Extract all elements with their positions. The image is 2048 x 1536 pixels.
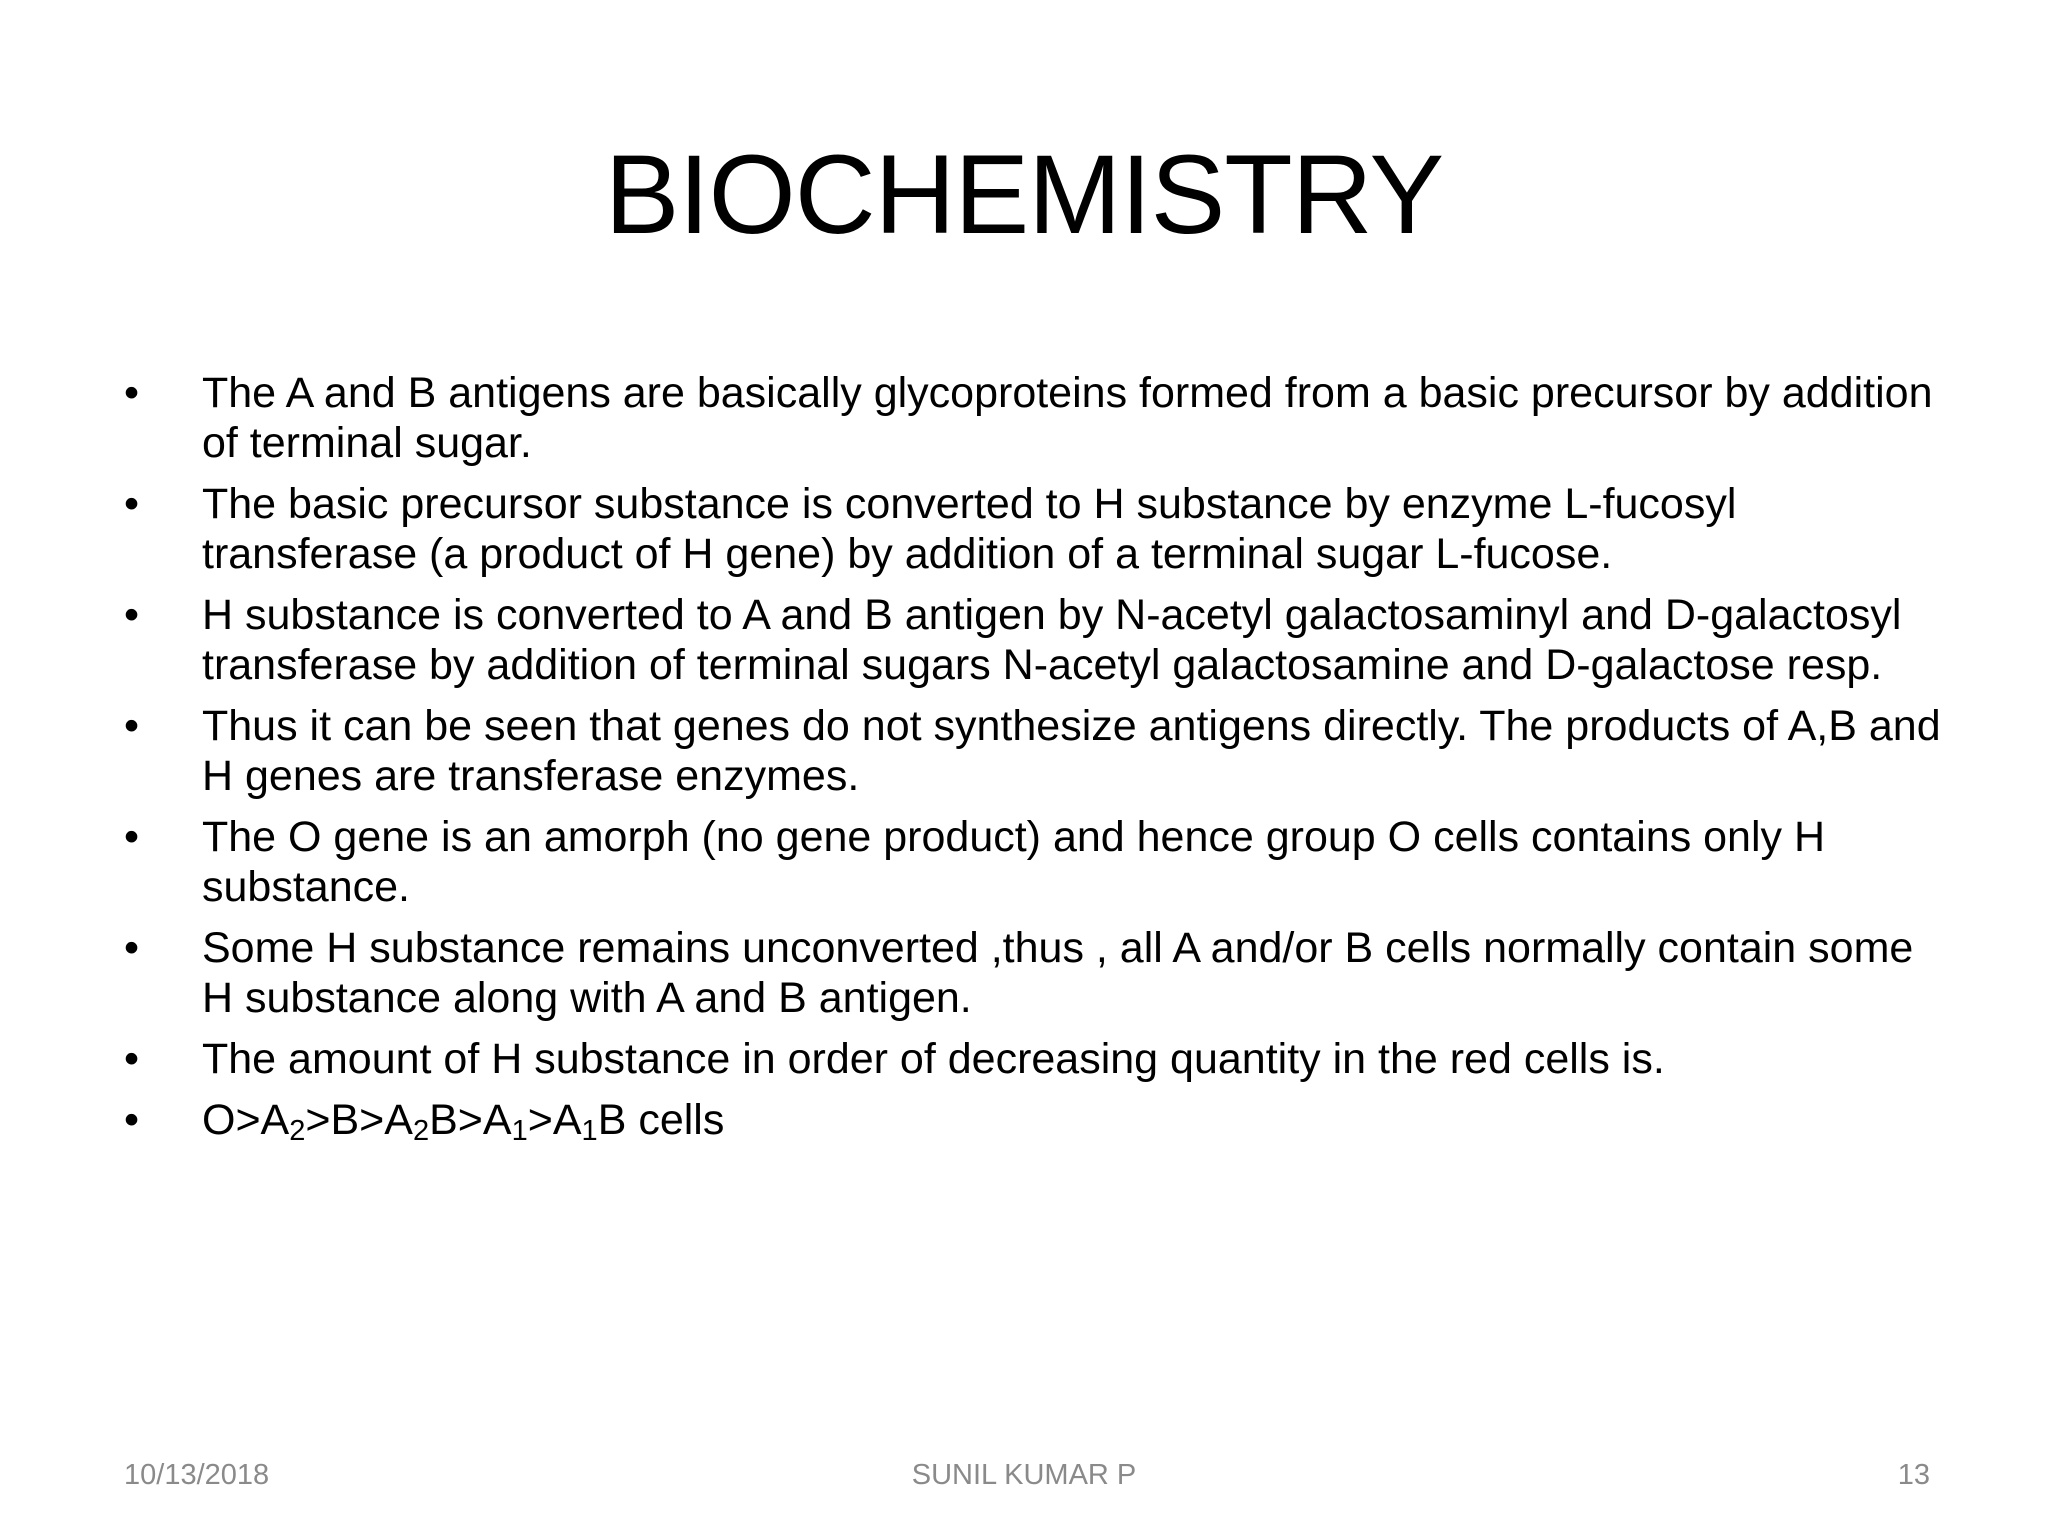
formula-part: B>A	[429, 1096, 512, 1144]
formula-subscript: 1	[511, 1115, 528, 1147]
bullet-text: The amount of H substance in order of decreasing quantity in the red cells is.	[202, 1035, 1665, 1083]
footer-date: 10/13/2018	[124, 1459, 270, 1491]
slide-title: BIOCHEMISTRY	[604, 132, 1444, 257]
bullet-text: H substance is converted to A and B antigen by N-acetyl galactosaminyl and D-galactosyl transferase by addition of terminal sugars N-acetyl galactosamine and D-galactose resp.	[202, 591, 1902, 689]
bullet-item	[124, 590, 1954, 690]
formula-part: O>A	[202, 1096, 290, 1144]
bullet-dot: •	[124, 702, 140, 750]
footer-author: SUNIL KUMAR P	[911, 1459, 1137, 1491]
bullet-item	[124, 812, 1954, 912]
bullet-text: Some H substance remains unconverted ,thus , all A and/or B cells normally contain some H substance along with A and B antigen.	[202, 924, 1914, 1022]
formula-subscript: 2	[412, 1115, 430, 1147]
bullet-text: The basic precursor substance is converted to H substance by enzyme L-fucosyl transferase (a product of H gene) by addition of a terminal sugar L-fucose.	[202, 480, 1737, 578]
bullet-text-formula	[202, 1096, 725, 1147]
formula-part: >B>A	[305, 1096, 413, 1144]
formula-part: B cells	[597, 1096, 725, 1144]
bullet-dot: •	[124, 369, 140, 417]
bullet-dot: •	[124, 813, 140, 861]
bullet-dot: •	[124, 591, 140, 639]
bullet-text: The O gene is an amorph (no gene product) and hence group O cells contains only H substance.	[202, 813, 1826, 911]
formula-subscript: 1	[581, 1115, 598, 1147]
bullet-dot: •	[124, 1096, 140, 1144]
bullet-dot: •	[124, 480, 140, 528]
bullet-dot: •	[124, 924, 140, 972]
bullet-item	[124, 1034, 1954, 1084]
bullet-item	[124, 923, 1954, 1023]
bullet-item	[124, 701, 1954, 801]
bullet-item	[124, 368, 1954, 468]
formula-part: >A	[527, 1096, 582, 1144]
bullet-list	[124, 368, 1954, 1156]
bullet-text: Thus it can be seen that genes do not synthesize antigens directly. The products of A,B and H genes are transferase enzymes.	[202, 702, 1941, 800]
bullet-item	[124, 479, 1954, 579]
formula-subscript: 2	[289, 1115, 306, 1147]
bullet-text: The A and B antigens are basically glycoproteins formed from a basic precursor by addition of terminal sugar.	[202, 369, 1933, 467]
bullet-dot: •	[124, 1035, 140, 1083]
footer-page-number: 13	[1897, 1459, 1930, 1491]
bullet-item-blood-group-order	[124, 1095, 1954, 1145]
